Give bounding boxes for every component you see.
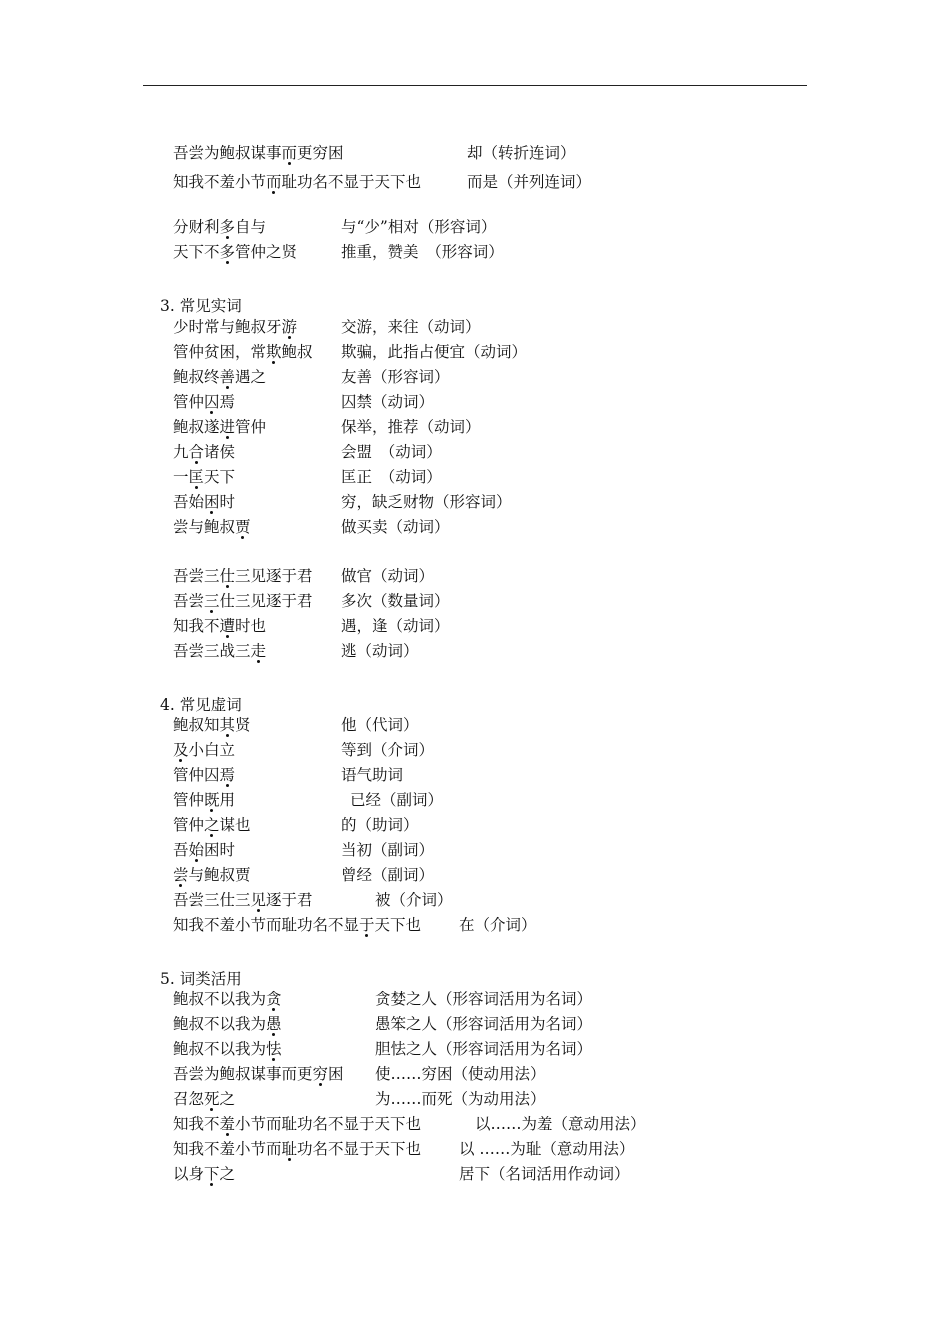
gloss-text: 欺骗，此指占便宜（动词）	[341, 343, 528, 361]
example-sentence	[173, 340, 313, 364]
example-sentence	[173, 1012, 282, 1036]
sentence-text: 知我不羞小节而耻功名不显	[173, 916, 360, 934]
sentence-text: 管仲贫困，常	[173, 343, 267, 361]
example-sentence	[173, 415, 266, 439]
sentence-text: 知我不羞小节	[173, 173, 267, 191]
example-sentence	[173, 838, 235, 862]
gloss-text: 被（介词）	[375, 891, 453, 909]
gloss-text: 多次（数量词）	[341, 592, 450, 610]
sentence-text: 天下也	[374, 916, 422, 934]
dotted-key-word: 耻	[281, 1140, 298, 1158]
sentence-text: 三见逐于君	[235, 567, 313, 585]
example-sentence	[173, 390, 235, 414]
sentence-text: 仕三见逐于君	[219, 592, 313, 610]
sentence-text: 时也	[235, 617, 267, 635]
gloss-text: 使……穷困（使动用法）	[375, 1065, 546, 1083]
dotted-key-word: 焉	[219, 766, 236, 784]
example-sentence	[173, 589, 313, 613]
dotted-key-word: 于	[359, 916, 375, 934]
sentence-text: 鲍叔	[281, 343, 313, 361]
example-sentence	[173, 490, 235, 514]
gloss-text: 胆怯之人（形容词活用为名词）	[375, 1040, 593, 1058]
sentence-text: 贤	[235, 716, 251, 734]
sentence-text: 功名不显于天下也	[297, 1140, 422, 1158]
gloss-text: 交游，来往（动词）	[341, 318, 481, 336]
gloss-text: 以 ……为耻（意动用法）	[459, 1140, 635, 1158]
sentence-text: 焉	[219, 393, 236, 411]
example-sentence	[173, 564, 313, 588]
dotted-key-word: 见	[250, 891, 267, 909]
dotted-key-word: 匡	[188, 468, 205, 486]
section-heading: 4. 常见虚词	[160, 696, 242, 714]
sentence-text: 尝与鲍叔	[173, 518, 236, 536]
sentence-text: 吾尝三	[173, 567, 220, 585]
sentence-text: 吾尝	[173, 592, 205, 610]
gloss-text: 等到（介词）	[341, 741, 435, 759]
gloss-text: 已经（副词）	[350, 791, 444, 809]
sentence-text: 九	[173, 443, 189, 461]
example-sentence	[173, 788, 235, 812]
gloss-text: 却（转折连词）	[467, 144, 576, 162]
dotted-key-word: 死	[204, 1090, 220, 1108]
example-sentence	[173, 888, 313, 912]
sentence-text: 时	[219, 493, 236, 511]
gloss-text: 做买卖（动词）	[341, 518, 450, 536]
dotted-key-word: 多	[219, 218, 236, 236]
gloss-text: 匡正 （动词）	[341, 468, 442, 486]
gloss-text: 愚笨之人（形容词活用为名词）	[375, 1015, 593, 1033]
example-sentence	[173, 215, 266, 239]
example-sentence	[173, 813, 251, 837]
dotted-key-word: 下	[204, 1165, 220, 1183]
dotted-key-word: 贾	[235, 518, 251, 536]
example-sentence	[173, 713, 251, 737]
dotted-key-word: 既	[204, 791, 220, 809]
dotted-key-word: 囚	[204, 393, 220, 411]
example-sentence	[173, 863, 251, 887]
sentence-text: 吾尝三仕三	[173, 891, 251, 909]
gloss-text: 穷，缺乏财物（形容词）	[341, 493, 512, 511]
gloss-text: 保举，推荐（动词）	[341, 418, 481, 436]
example-sentence	[173, 240, 297, 264]
sentence-text: 管仲之贤	[235, 243, 298, 261]
example-sentence	[173, 440, 235, 464]
sentence-text: 与鲍叔贾	[188, 866, 251, 884]
sentence-text: 遇之	[235, 368, 267, 386]
example-sentence	[173, 465, 235, 489]
example-sentence	[173, 515, 251, 539]
dotted-key-word: 及	[173, 741, 189, 759]
gloss-text: 遇，逢（动词）	[341, 617, 450, 635]
sentence-text: 天下	[204, 468, 236, 486]
gloss-text: 而是（并列连词）	[467, 173, 592, 191]
gloss-text: 的（助词）	[341, 816, 419, 834]
example-sentence	[173, 987, 282, 1011]
sentence-text: 鲍叔不以我为	[173, 1015, 267, 1033]
dotted-key-word: 欺	[266, 343, 282, 361]
example-sentence	[173, 738, 235, 762]
dotted-key-word: 穷	[312, 1065, 329, 1083]
dotted-key-word: 合	[188, 443, 205, 461]
dotted-key-word: 遭	[219, 617, 236, 635]
dotted-key-word: 三	[204, 592, 220, 610]
dotted-key-word: 愚	[266, 1015, 282, 1033]
dotted-key-word: 而	[266, 173, 282, 191]
sentence-text: 用	[219, 791, 236, 809]
gloss-text: 友善（形容词）	[341, 368, 450, 386]
example-sentence	[173, 1162, 235, 1186]
gloss-text: 囚禁（动词）	[341, 393, 435, 411]
dotted-key-word: 而	[281, 144, 298, 162]
sentence-text: 管仲	[235, 418, 267, 436]
gloss-text: 为……而死（为动用法）	[375, 1090, 546, 1108]
dotted-key-word: 羞	[219, 1115, 236, 1133]
example-sentence	[173, 1137, 421, 1161]
gloss-text: 贪婪之人（形容词活用为名词）	[375, 990, 593, 1008]
dotted-key-word: 怯	[266, 1040, 282, 1058]
example-sentence	[173, 170, 421, 194]
sentence-text: 自与	[235, 218, 267, 236]
sentence-text: 之	[219, 1090, 236, 1108]
example-sentence	[173, 1037, 282, 1061]
dotted-key-word: 走	[250, 642, 267, 660]
sentence-text: 管仲	[173, 816, 205, 834]
sentence-text: 知我不羞小节而	[173, 1140, 282, 1158]
sentence-text: 鲍叔不以我为	[173, 990, 267, 1008]
sentence-text: 谋也	[219, 816, 251, 834]
sentence-text: 鲍叔不以我为	[173, 1040, 267, 1058]
sentence-text: 一	[173, 468, 189, 486]
example-sentence	[173, 141, 344, 165]
sentence-text: 逐于君	[266, 891, 313, 909]
dotted-key-word: 始	[188, 841, 205, 859]
dotted-key-word: 多	[219, 243, 236, 261]
gloss-text: 语气助词	[341, 766, 404, 784]
example-sentence	[173, 1112, 421, 1136]
gloss-text: 做官（动词）	[341, 567, 435, 585]
gloss-text: 他（代词）	[341, 716, 419, 734]
header-rule	[143, 85, 807, 86]
gloss-text: 会盟 （动词）	[341, 443, 442, 461]
sentence-text: 小白立	[188, 741, 236, 759]
sentence-text: 更穷困	[297, 144, 344, 162]
sentence-text: 困时	[204, 841, 236, 859]
section-heading: 3. 常见实词	[160, 297, 242, 315]
dotted-key-word: 困	[204, 493, 220, 511]
dotted-key-word: 游	[281, 318, 298, 336]
sentence-text: 耻功名不显于天下也	[281, 173, 422, 191]
gloss-text: 逃（动词）	[341, 642, 419, 660]
example-sentence	[173, 763, 235, 787]
sentence-text: 吾始	[173, 493, 205, 511]
dotted-key-word: 进	[219, 418, 236, 436]
example-sentence	[173, 639, 266, 663]
sentence-text: 管仲	[173, 393, 205, 411]
example-sentence	[173, 913, 421, 937]
sentence-text: 知我不	[173, 1115, 220, 1133]
dotted-key-word: 尝	[173, 866, 189, 884]
sentence-text: 吾	[173, 841, 189, 859]
gloss-text: 推重，赞美 （形容词）	[341, 243, 504, 261]
gloss-text: 在（介词）	[459, 916, 537, 934]
sentence-text: 鲍叔遂	[173, 418, 220, 436]
sentence-text: 困	[328, 1065, 344, 1083]
sentence-text: 管仲囚	[173, 766, 220, 784]
dotted-key-word: 善	[219, 368, 236, 386]
sentence-text: 天下不	[173, 243, 220, 261]
gloss-text: 居下（名词活用作动词）	[459, 1165, 630, 1183]
sentence-text: 召忽	[173, 1090, 205, 1108]
dotted-key-word: 仕	[219, 567, 236, 585]
dotted-key-word: 其	[219, 716, 236, 734]
gloss-text: 与“少”相对（形容词）	[341, 218, 497, 236]
sentence-text: 鲍叔知	[173, 716, 220, 734]
sentence-text: 诸侯	[204, 443, 236, 461]
gloss-text: 曾经（副词）	[341, 866, 435, 884]
sentence-text: 管仲	[173, 791, 205, 809]
sentence-text: 吾尝为鲍叔谋事	[173, 144, 282, 162]
gloss-text: 当初（副词）	[341, 841, 435, 859]
sentence-text: 分财利	[173, 218, 220, 236]
sentence-text: 少时常与鲍叔牙	[173, 318, 282, 336]
example-sentence	[173, 1087, 235, 1111]
example-sentence	[173, 614, 266, 638]
dotted-key-word: 贪	[266, 990, 282, 1008]
sentence-text: 吾尝三战三	[173, 642, 251, 660]
gloss-text: 以……为羞（意动用法）	[475, 1115, 646, 1133]
example-sentence	[173, 1062, 344, 1086]
sentence-text: 之	[219, 1165, 236, 1183]
sentence-text: 吾尝为鲍叔谋事而更	[173, 1065, 313, 1083]
sentence-text: 以身	[173, 1165, 205, 1183]
sentence-text: 鲍叔终	[173, 368, 220, 386]
section-heading: 5. 词类活用	[160, 970, 242, 988]
dotted-key-word: 之	[204, 816, 220, 834]
sentence-text: 知我不	[173, 617, 220, 635]
example-sentence	[173, 365, 266, 389]
sentence-text: 小节而耻功名不显于天下也	[235, 1115, 422, 1133]
example-sentence	[173, 315, 297, 339]
